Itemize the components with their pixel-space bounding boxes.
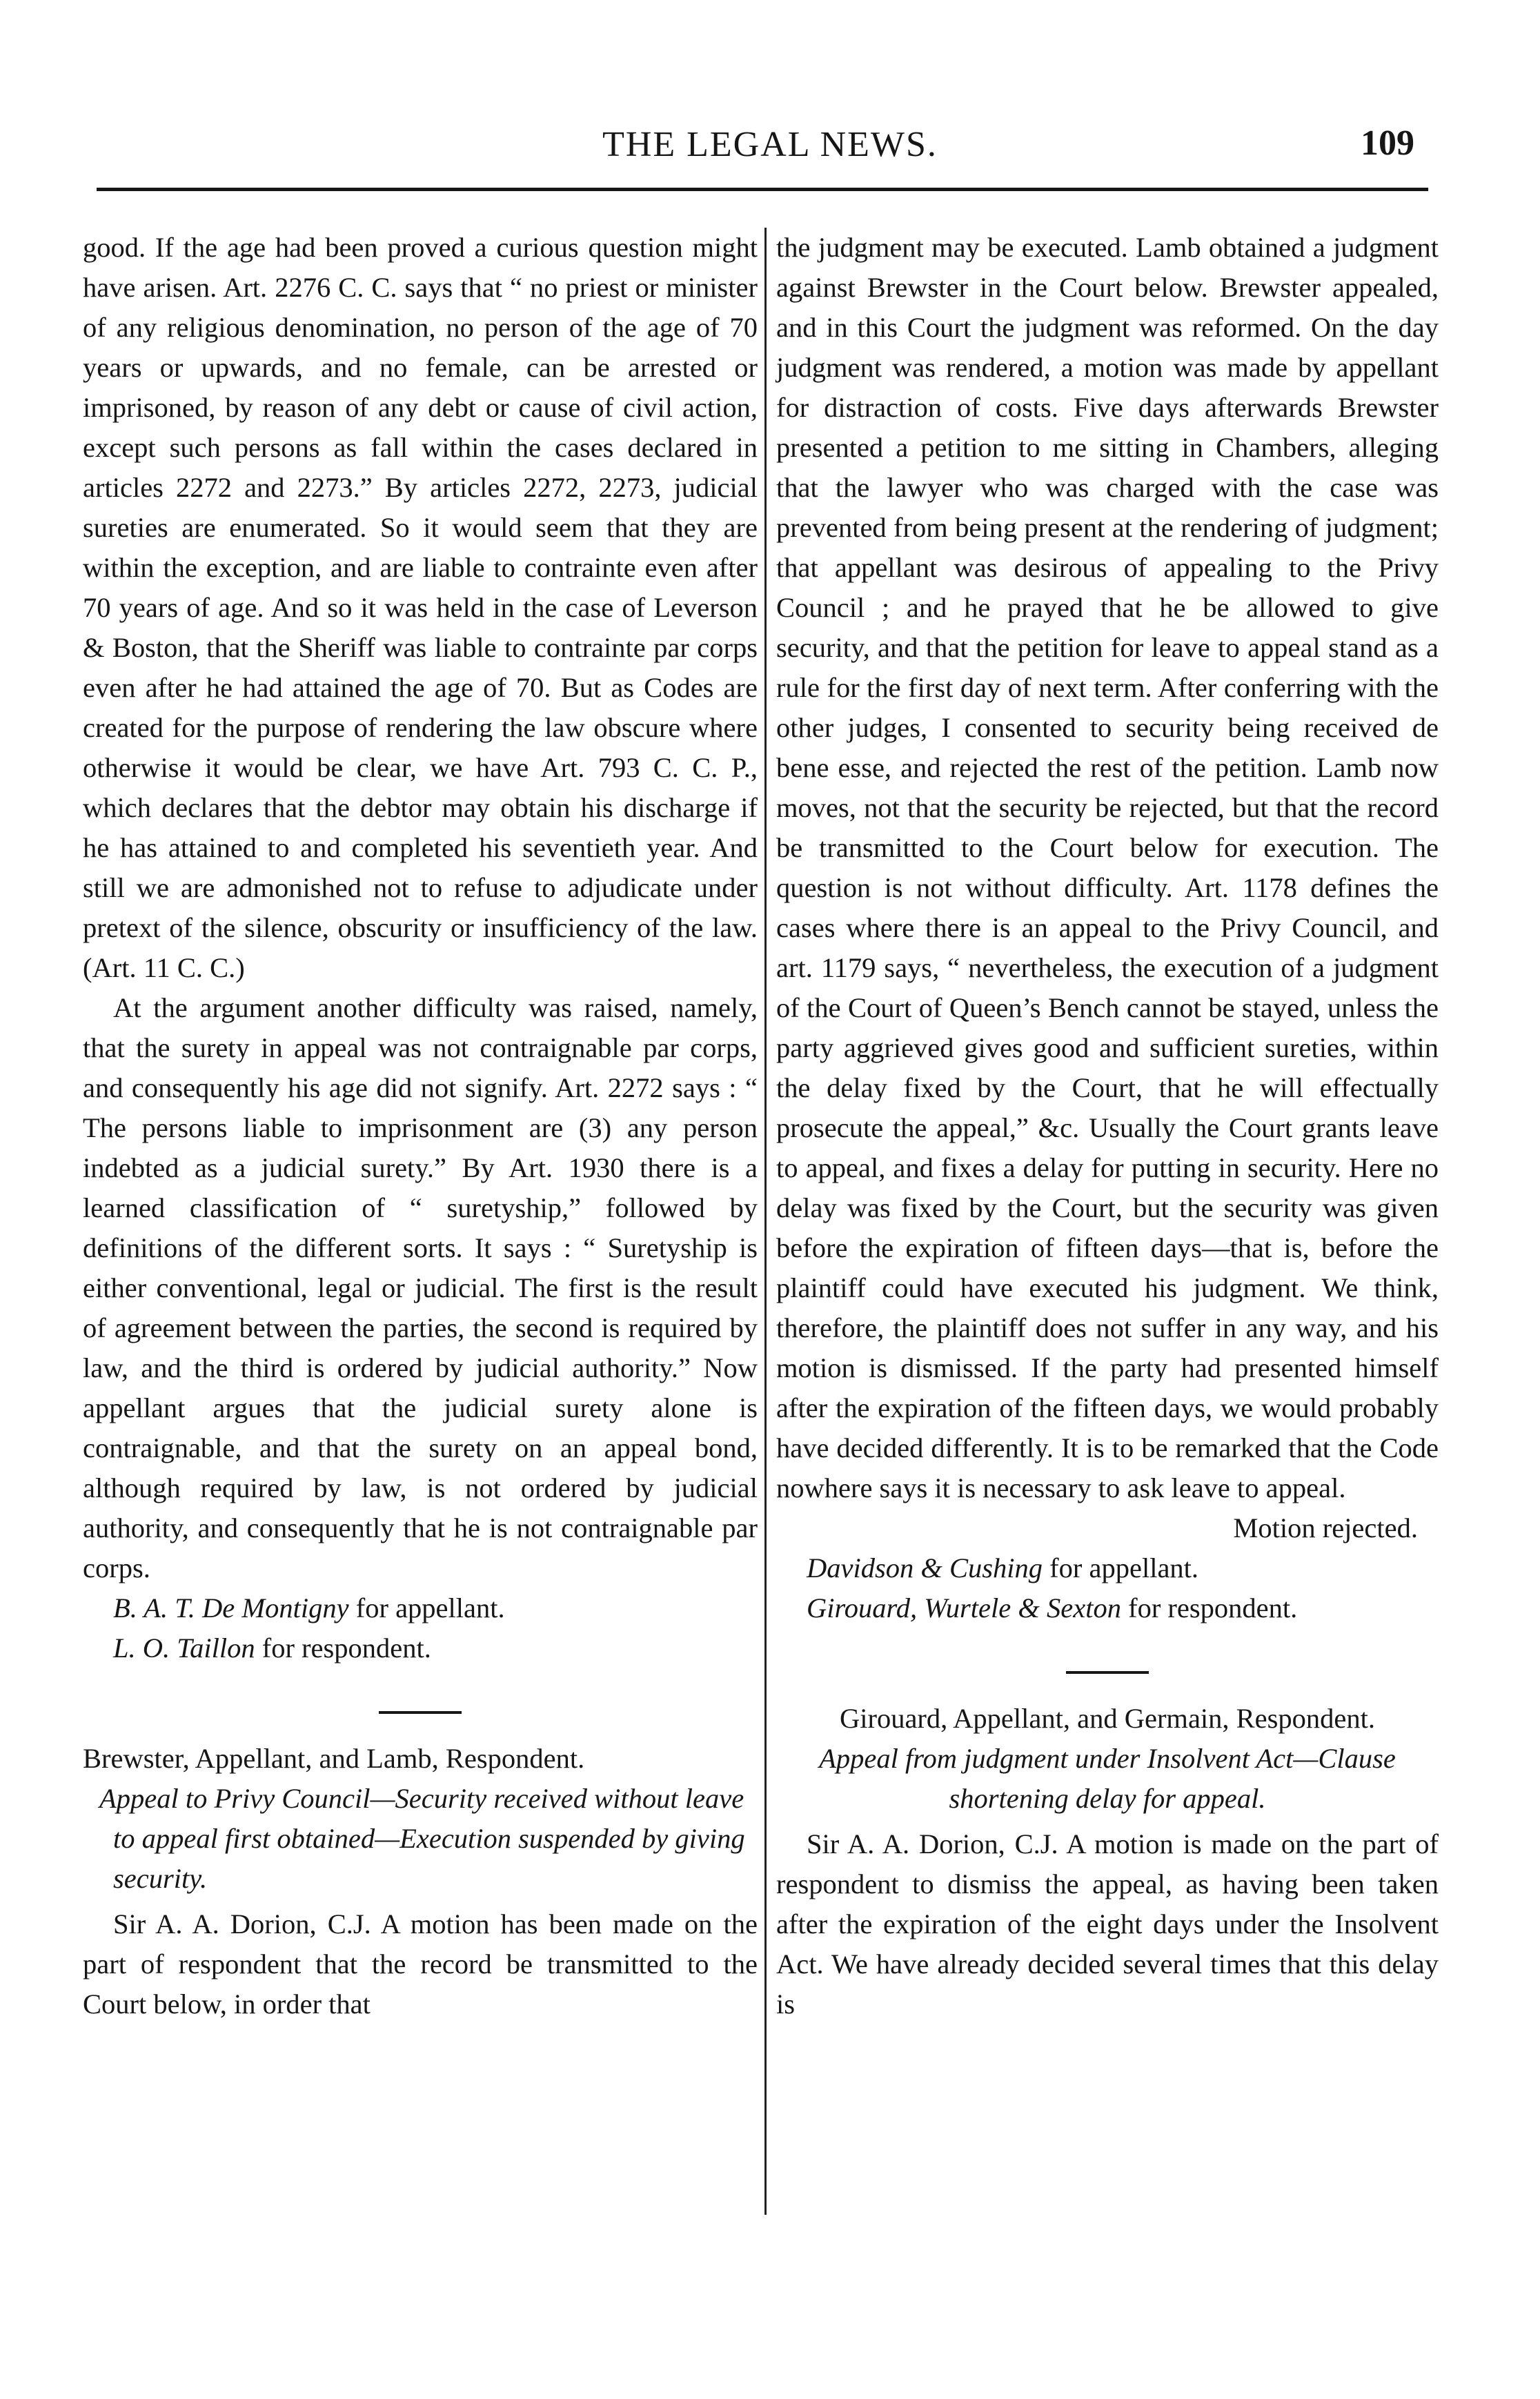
disposition: Motion rejected. [1233,1512,1418,1543]
page-number: 109 [1361,124,1414,163]
case-headnote: Appeal from judgment under Insolvent Act—Clause shortening delay for appeal. [819,1743,1396,1814]
counsel-respondent [776,1588,1439,1628]
counsel-respondent-name: Girouard, Wurtele & Sexton [807,1592,1121,1623]
left-column [83,228,758,2024]
counsel-appellant-role: for appellant. [1049,1552,1199,1583]
header-rule [97,188,1428,191]
case-separator [379,1711,462,1714]
case-title: Girouard, Appellant, and Germain, Respondent. [839,1703,1376,1734]
counsel-respondent-name: L. O. Taillon [113,1632,255,1663]
counsel-respondent [83,1628,758,1668]
counsel-appellant-name: Davidson & Cushing [807,1552,1043,1583]
counsel-appellant [83,1588,758,1628]
case-opening: Sir A. A. Dorion, C.J. A motion has been made on the part of respondent that the record be transmitted to the Court below, in order that [83,1908,758,2020]
counsel-appellant-name: B. A. T. De Montigny [113,1592,349,1623]
counsel-respondent-role: for respondent. [1128,1592,1298,1623]
counsel-respondent-role: for respondent. [261,1632,431,1663]
counsel-appellant-role: for appellant. [355,1592,505,1623]
running-title: THE LEGAL NEWS. [602,125,938,164]
column-divider [764,228,767,2215]
case-title: Brewster, Appellant, and Lamb, Respondent. [83,1743,585,1774]
case-opening: Sir A. A. Dorion, C.J. A motion is made on the part of respondent to dismiss the appeal, as having been taken after the expiration of the eight days under the Insolvent Act. We have already decided several times that this delay is [776,1828,1439,2020]
counsel-appellant [776,1548,1439,1588]
right-paragraph-1: the judgment may be executed. Lamb obtained a judgment against Brewster in the Court below. Brewster appealed, and in this Court the judgment was reformed. On the day judgment was rendered, a motion was made by appellant for distraction of costs. Five days afterwards Brewster presented a petition to me sitting in Chambers, alleging that the lawyer who was charged with the case was prevented from being present at the rendering of judgment; that appellant was desirous of appealing to the Privy Council ; and he prayed that he be allowed to give security, and that the petition for leave to appeal stand as a rule for the first day of next term. After conferring with the other judges, I consented to security being received de bene esse, and rejected the rest of the petition. Lamb now moves, not that the security be rejected, but that the record be transmitted to the Court below for execution. The question is not without difficulty. Art. 1178 defines the cases where there is an appeal to the Privy Council, and art. 1179 says, “ nevertheless, the execution of a judgment of the Court of Queen’s Bench cannot be stayed, unless the party aggrieved gives good and sufficient sureties, within the delay fixed by the Court, that he will effectually prosecute the appeal,” &c. Usually the Court grants leave to appeal, and fixes a delay for putting in security. Here no delay was fixed by the Court, but the security was given before the expiration of fifteen days—that is, before the plaintiff could have executed his judgment. We think, therefore, the plaintiff does not suffer in any way, and his motion is dismissed. If the party had presented himself after the expiration of the fifteen days, we would probably have decided differently. It is to be remarked that the Code nowhere says it is necessary to ask leave to appeal. [776,232,1439,1503]
right-column [776,228,1439,2024]
case-separator [1066,1671,1149,1674]
case-headnote: Appeal to Privy Council—Security received without leave to appeal first obtained—Execution suspended by giving security. [99,1783,745,1894]
left-paragraph-2: At the argument another difficulty was raised, namely, that the surety in appeal was not contraignable par corps, and consequently his age did not signify. Art. 2272 says : “ The persons liable to imprisonment are (3) any person indebted as a judicial surety.” By Art. 1930 there is a learned classification of “ suretyship,” followed by definitions of the different sorts. It says : “ Suretyship is either conventional, legal or judicial. The first is the result of agreement between the parties, the second is required by law, and the third is ordered by judicial authority.” Now appellant argues that the judicial surety alone is contraignable, and that the surety on an appeal bond, although required by law, is not ordered by judicial authority, and consequently that he is not contraignable par corps. [83,992,758,1583]
left-paragraph-1: good. If the age had been proved a curious question might have arisen. Art. 2276 C. C. says that “ no priest or minister of any religious denomination, no person of the age of 70 years or upwards, and no female, can be arrested or imprisoned, by reason of any debt or cause of civil action, except such persons as fall within the cases declared in articles 2272 and 2273.” By articles 2272, 2273, judicial sureties are enumerated. So it would seem that they are within the exception, and are liable to contrainte even after 70 years of age. And so it was held in the case of Leverson & Boston, that the Sheriff was liable to contrainte par corps even after he had attained the age of 70. But as Codes are created for the purpose of rendering the law obscure where otherwise it would be clear, we have Art. 793 C. C. P., which declares that the debtor may obtain his discharge if he has attained to and completed his seventieth year. And still we are admonished not to refuse to adjudicate under pretext of the silence, obscurity or insufficiency of the law. (Art. 11 C. C.) [83,232,758,983]
